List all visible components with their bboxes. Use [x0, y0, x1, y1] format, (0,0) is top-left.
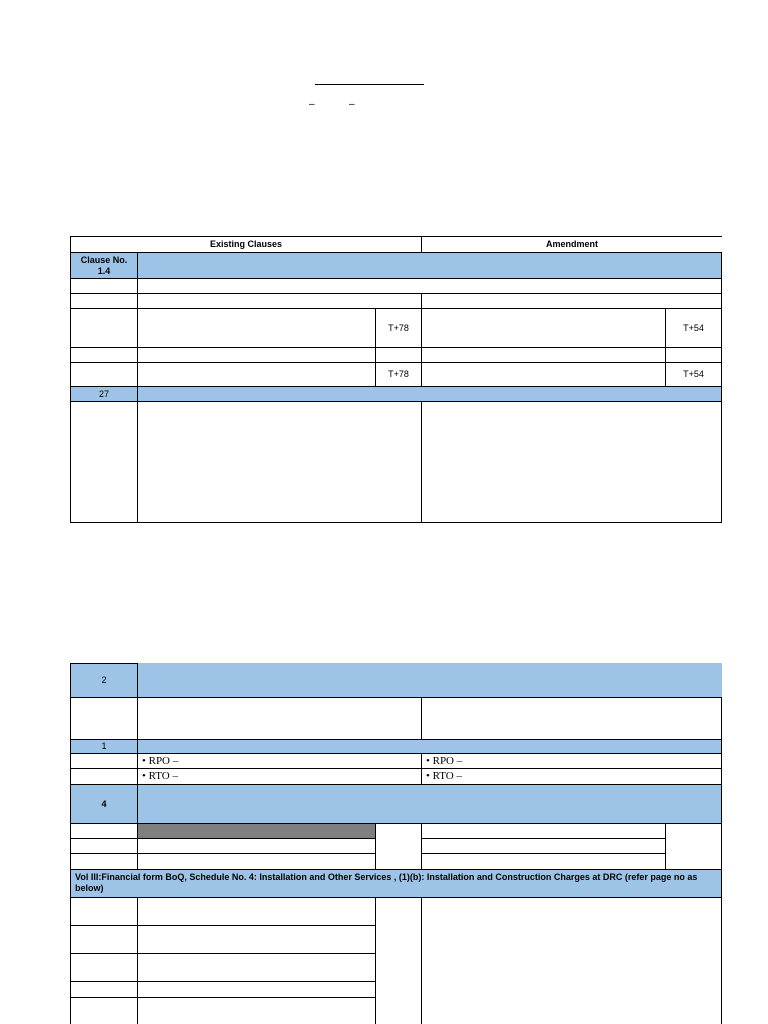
table-row — [70, 753, 138, 769]
table-row — [421, 853, 666, 870]
table-row — [70, 308, 138, 348]
table-row — [137, 278, 722, 294]
table-row — [70, 897, 138, 926]
clause-4-cell: 4 — [70, 784, 138, 824]
table-row — [137, 838, 376, 854]
rpo-amendment: • RPO – — [421, 753, 722, 769]
vol-iii-header: Vol III:Financial form BoQ, Schedule No. 4: Installation and Other Services , (1)(b): Installation and Construction Charges at DRC (refer page no as below) — [70, 869, 722, 898]
existing-timeline-1: T+78 — [375, 308, 422, 348]
table-row — [375, 347, 422, 363]
table-row — [70, 853, 138, 870]
table-row — [70, 401, 138, 523]
existing-timeline-2: T+78 — [375, 362, 422, 387]
table-row — [70, 823, 138, 839]
header-dash-left: – — [309, 99, 315, 110]
table-row — [137, 997, 376, 1024]
clause-1-row-blue — [137, 739, 722, 754]
table-row — [421, 362, 666, 387]
table-row — [421, 401, 722, 523]
amend-timeline-1: T+54 — [665, 308, 722, 348]
table-row — [70, 838, 138, 854]
table-row — [137, 308, 376, 348]
clause-no-value: 1.4 — [97, 265, 111, 276]
clause-row-blue — [137, 252, 722, 279]
table-row — [137, 897, 376, 926]
table-row — [70, 925, 138, 954]
col-header-existing: Existing Clauses — [70, 236, 422, 253]
table-row — [137, 853, 376, 870]
col-header-amendment: Amendment — [421, 236, 722, 253]
rto-amendment: • RTO – — [421, 768, 722, 785]
table-row — [421, 823, 666, 839]
table-row — [665, 823, 722, 870]
clause-no-label: Clause No. — [80, 254, 128, 265]
table-row — [137, 401, 422, 523]
clause-4-row-blue — [137, 784, 722, 824]
table-row — [421, 347, 666, 363]
table-row — [421, 697, 722, 740]
table-row — [70, 997, 138, 1024]
table-row — [137, 347, 376, 363]
clause-27-row-blue — [137, 386, 722, 402]
table-row — [70, 347, 138, 363]
table-row — [375, 823, 422, 870]
table-row — [137, 362, 376, 387]
amend-timeline-2: T+54 — [665, 362, 722, 387]
table-row — [137, 953, 376, 982]
table-row — [421, 308, 666, 348]
table-row — [70, 768, 138, 785]
clause-27-cell: 27 — [70, 386, 138, 402]
table-row — [70, 981, 138, 998]
table-row — [70, 278, 138, 294]
rto-existing: • RTO – — [137, 768, 422, 785]
table-row — [421, 293, 722, 309]
clause-2-cell: 2 — [70, 663, 138, 698]
table-row — [137, 697, 422, 740]
table-row — [137, 293, 422, 309]
table-row — [375, 897, 422, 1024]
table-row — [665, 347, 722, 363]
table-row — [421, 838, 666, 854]
gray-shaded-cell — [137, 823, 376, 839]
table-row — [70, 697, 138, 740]
table-row — [70, 953, 138, 982]
clause-2-row-blue — [137, 663, 722, 698]
rpo-existing: • RPO – — [137, 753, 422, 769]
header-dash-right: – — [349, 99, 355, 110]
clause-1-cell: 1 — [70, 739, 138, 754]
table-row — [137, 981, 376, 998]
table-row — [137, 925, 376, 954]
table-row — [70, 362, 138, 387]
title-underline — [315, 84, 424, 85]
clause-no-cell — [70, 252, 138, 279]
table-row — [70, 293, 138, 309]
table-row — [421, 897, 722, 1024]
